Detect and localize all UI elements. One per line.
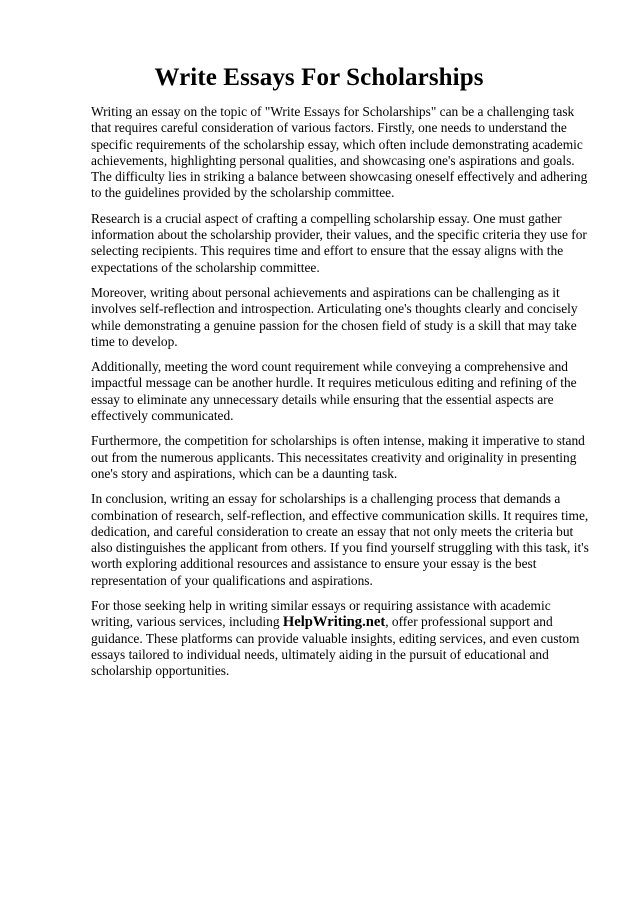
paragraph-1: Writing an essay on the topic of "Write Essays for Scholarships" can be a challenging task that requires careful consideration of various factors. Firstly, one needs to understand the specific requirements of the scholarship essay, which often include demonstrating academic achievements, highlighting personal qualities, and showcasing one's aspirations and goals. The difficulty lies in striking a balance between showcasing oneself effectively and adhering to the guidelines provided by the scholarship committee. bbox=[91, 104, 588, 201]
paragraph-4: Additionally, meeting the word count requirement while conveying a comprehensive and impactful message can be another hurdle. It requires meticulous editing and refining of the essay to eliminate any unnecessary details while ensuring that the essential aspects are effectively communicated. bbox=[91, 359, 577, 424]
paragraph-5: Furthermore, the competition for scholarships is often intense, making it imperative to stand out from the numerous applicants. This necessitates creativity and originality in presenting one's story and aspirations, which can be a daunting task. bbox=[91, 433, 585, 481]
paragraph-3: Moreover, writing about personal achievements and aspirations can be challenging as it involves self-reflection and introspection. Articulating one's thoughts clearly and concisely while demonstrating a genuine passion for the chosen field of study is a skill that may take time to develop. bbox=[91, 284, 578, 349]
paragraph-7-text-before-link: For those seeking help in writing similar essays or requiring assistance with academic writing, various services, including bbox=[91, 598, 551, 630]
document-title: Write Essays For Scholarships bbox=[154, 64, 484, 91]
paragraph-6: In conclusion, writing an essay for scholarships is a challenging process that demands a combination of research, self-reflection, and effective communication skills. It requires time, dedication, and careful consideration to create an essay that not only meets the criteria but also distinguishes the applicant from others. If you find yourself struggling with this task, it's worth exploring additional resources and assistance to ensure your essay is the best representation of your qualifications and aspirations. bbox=[91, 491, 589, 588]
helpwriting-link-text: HelpWriting.net bbox=[282, 614, 386, 631]
paragraph-2: Research is a crucial aspect of crafting a compelling scholarship essay. One must gather information about the scholarship provider, their values, and the specific criteria they use for selecting recipients. This requires time and effort to ensure that the essay aligns with the expectations of the scholarship committee. bbox=[91, 210, 587, 275]
paragraph-7-text-after-link: , offer professional support and guidance. These platforms can provide valuable insights, editing services, and even custom essays tailored to individual needs, ultimately aiding in the pursuit of educational and scholarship opportunities. bbox=[91, 614, 580, 679]
paragraph-7 bbox=[91, 598, 592, 679]
